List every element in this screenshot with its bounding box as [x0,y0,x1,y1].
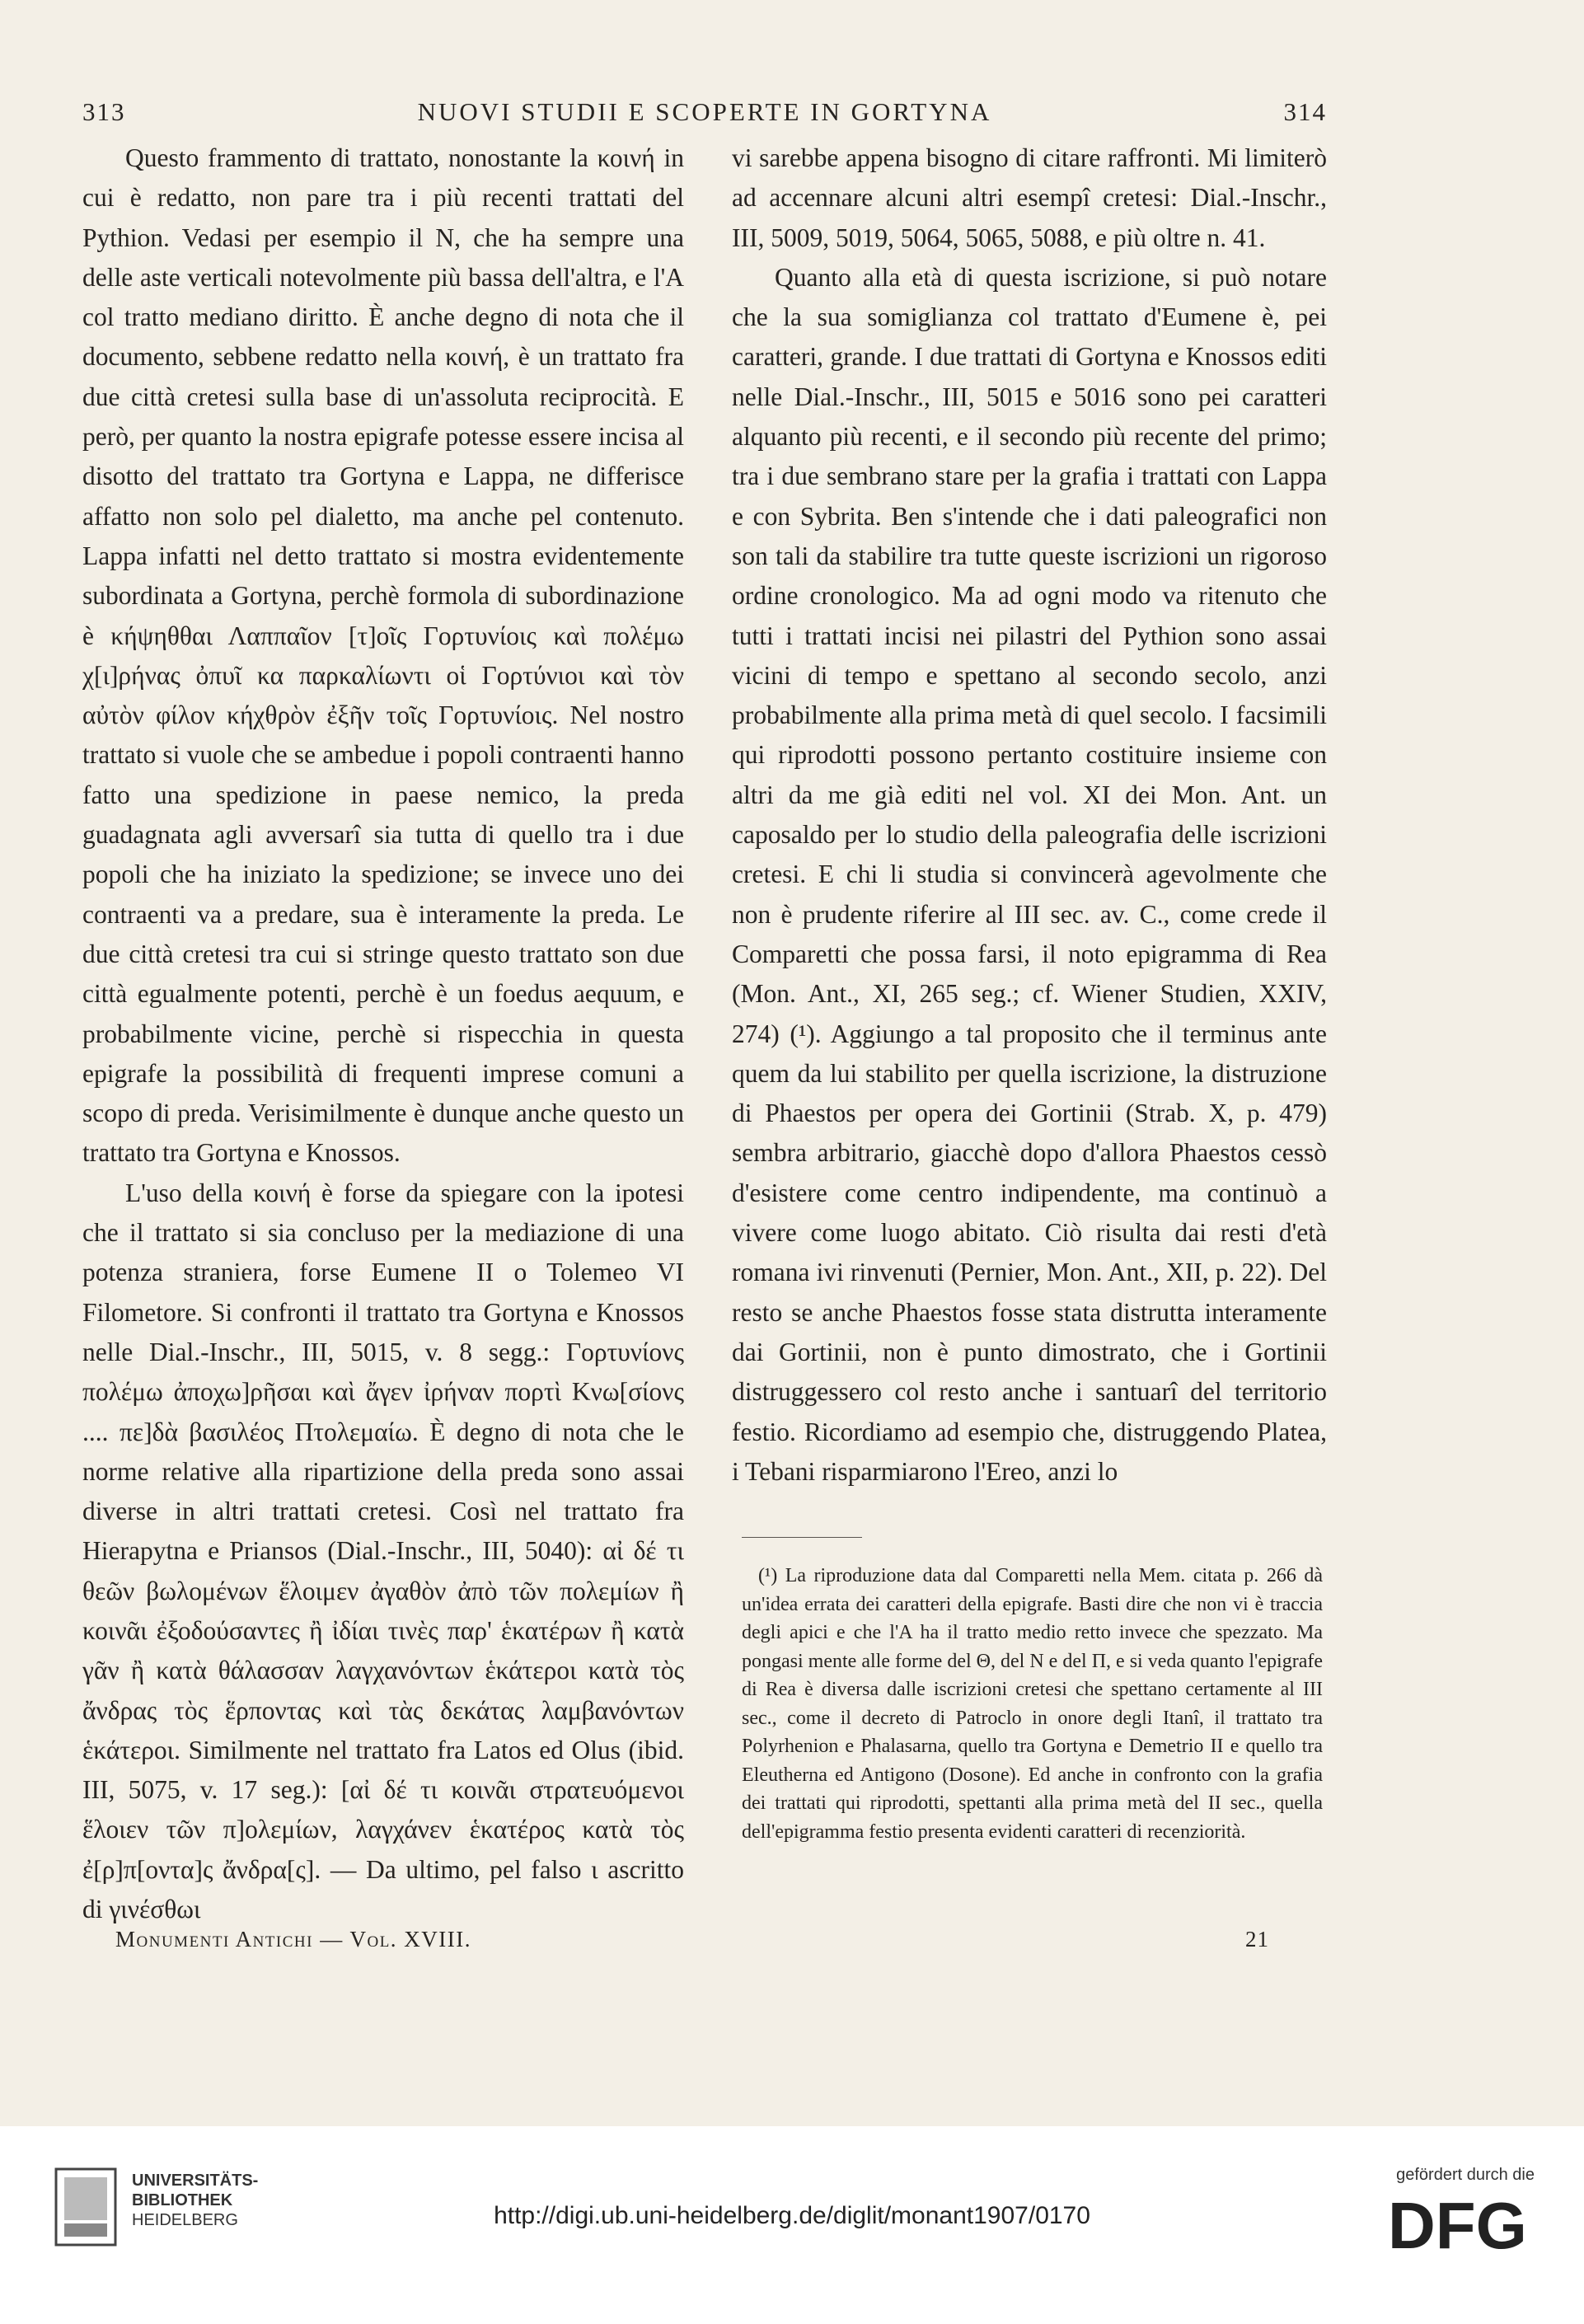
paragraph: L'uso della κοινή è forse da spiegare con la ipotesi che il trattato si sia concluso per la mediazione di una potenza straniera, forse Eumene II o Tolemeo VI Filometore. Si confronti il trattato tra Gortyna e Knossos nelle Dial.-Inschr., III, 5015, v. 8 segg.: Γορτυνίονς πολέμω ἀποχω]ρῆσαι καὶ ἄγεν ἰρήναν πορτὶ Κνω[σίονς .... πε]δὰ βασιλέος Πτολεμαίω. È degno di nota che le norme relative alla ripartizione della preda sono assai diverse in altri trattati cretesi. Così nel trattato fra Hierapytna e Priansos (Dial.-Inschr., III, 5040): αἰ δέ τι θεῶν βωλομένων ἕλοιμεν ἀγαθὸν ἀπὸ τῶν πολεμίων ἢ κοινᾶι ἐξοδούσαντες ἢ ἰδίαι τινὲς παρ' ἑκατέρων ἢ κατὰ γᾶν ἢ κατὰ θάλασσαν λαγχανόντων ἑκάτεροι κατὰ τὸς ἄνδρας τὸς ἕρποντας καὶ τὰς δεκάτας λαμβανόντων ἑκάτεροι. Similmente nel trattato fra Latos ed Olus (ibid. III, 5075, v. 17 seg.): [αἰ δέ τι κοινᾶι στρατευόμενοι ἕλοιεν τῶν π]ολεμίων, λαγχάνεν ἑκατέρος κατὰ τὸς ἐ[ρ]π[οντα]ς ἄνδρα[ς]. — Da ultimo, pel falso ι ascritto di γινέσθωι [82,1178,684,1924]
page-number-left: 313 [82,97,126,126]
page-number-right: 314 [1283,97,1327,126]
footnote-text: (¹) La riproduzione data dal Comparetti nella Mem. citata p. 266 dà un'idea errata dei caratteri della epigrafe. Basti dire che non vi è traccia degli apici e che l'A ha il tratto medio retto invece che spezzato. Ma pongasi mente alle forme del Θ, del N e del Π, e si veda quanto l'epigrafe di Rea è diversa dalle iscrizioni cretesi che spettano certamente al III sec., come il decreto di Patroclo in onore degli Itanî, il trattato tra Polyrhenion e Phalasarna, quello tra Gortyna e Demetrio II e quello tra Eleutherna ed Antigono (Dosone). Ed anche in confronto con la grafia dei trattati qui riprodotti, spettanti alla prima metà del II sec., quella dell'epigramma festio presenta evidenti caratteri di recenziorità. [742,1565,1323,1843]
funder-logo-text: DFG [1388,2190,1527,2256]
footnote [742,1562,1323,1846]
library-name-line: HEIDELBERG [132,2211,238,2229]
right-column [732,138,1327,1492]
signature-number: 21 [1245,1927,1269,1952]
paragraph: Questo frammento di trattato, nonostante la κοινή in cui è redatto, non pare tra i più recenti trattati del Pythion. Vedasi per esempio il N, che ha sempre una delle aste verticali notevolmente più bassa dell'altra, e l'A col tratto mediano diritto. È anche degno di nota che il documento, sebbene redatto nella κοινή, è un trattato fra due città cretesi sulla base di un'assoluta reciprocità. E però, per quanto la nostra epigrafe potesse essere incisa al disotto del trattato tra Gortyna e Lappa, ne differisce affatto non solo pel dialetto, ma anche pel contenuto. Lappa infatti nel detto trattato si mostra evidentemente subordinata a Gortyna, perchè formola di subordinazione è κήψηθθαι Λαππαῖον [τ]οῖς Γορτυνίοις καὶ πολέμω χ[ι]ρήνας ὀπυῖ κα παρκαλίωντι οἱ Γορτύνιοι καὶ τὸν αὐτὸν φίλον κήχθρὸν ἐξῆν τοῖς Γορτυνίοις. Nel nostro trattato si vuole che se ambedue i popoli contraenti hanno fatto una spedizione in paese nemico, la preda guadagnata agli avversarî sia tutta di quello tra i due popoli che ha iniziato la spedizione; se invece uno dei contraenti va a predare, sua è interamente la preda. Le due città cretesi tra cui si stringe questo trattato son due città egualmente potenti, perchè è un foedus aequum, e probabilmente vicine, perchè si rispecchia in questa epigrafe la possibilità di frequenti imprese comuni a scopo di preda. Verisimilmente è dunque anche questo un trattato tra Gortyna e Knossos. [82,143,684,1168]
running-header [82,97,1327,127]
dfg-logo-icon [1388,2190,1535,2256]
funder-caption: gefördert durch die [1396,2166,1535,2184]
paragraph: vi sarebbe appena bisogno di citare raffronti. Mi limiterò ad accennare alcuni altri esempî cretesi: Dial.-Inschr., III, 5009, 5019, 5064, 5065, 5088, e più oltre n. 41. [732,143,1327,252]
page-footer [82,1927,1327,1952]
running-title: NUOVI STUDII E SCOPERTE IN GORTYNA [417,97,992,126]
digitization-bar [0,2126,1584,2324]
paragraph: Quanto alla età di questa iscrizione, si può notare che la sua somiglianza col trattato d'Eumene è, pei caratteri, grande. I due trattati di Gortyna e Knossos editi nelle Dial.-Inschr., III, 5015 e 5016 sono pei caratteri alquanto più recenti, e il secondo più recente del primo; tra i due sembrano stare per la grafia i trattati con Lappa e con Sybrita. Ben s'intende che i dati paleografici non son tali da stabilire tra tutte queste iscrizioni un rigoroso ordine cronologico. Ma ad ogni modo va ritenuto che tutti i trattati incisi nei pilastri del Pythion sono assai vicini di tempo e spettano al secondo secolo, anzi probabilmente alla prima metà di quel secolo. I facsimili qui riprodotti possono pertanto costituire insieme con altri da me già editi nel vol. XI dei Mon. Ant. un caposaldo per lo studio della paleografia delle iscrizioni cretesi. E chi li studia si convincerà agevolmente che non è prudente riferire al III sec. av. C., come crede il Comparetti che possa farsi, il noto epigramma di Rea (Mon. Ant., XI, 265 seg.; cf. Wiener Studien, XXIV, 274) (¹). Aggiungo a tal proposito che il terminus ante quem da lui stabilito per quella iscrizione, la distruzione di Phaestos per opera dei Gortinii (Strab. X, p. 479) sembra arbitrario, giacchè dopo d'allora Phaestos cessò d'esistere come centro indipendente, ma continuò a vivere come luogo abitato. Ciò risulta dai resti d'età romana ivi rinvenuti (Pernier, Mon. Ant., XII, p. 22). Del resto se anche Phaestos fosse stata distrutta interamente dai Gortinii, non è punto dimostrato, che i Gortinii distruggessero col resto anche i santuarî del territorio festio. Ricordiamo ad esempio che, distruggendo Platea, i Tebani risparmiarono l'Ereo, anzi lo [732,262,1327,1486]
library-name-line: BIBLIOTHEK [132,2191,233,2209]
footnote-rule [742,1537,862,1538]
permalink-url[interactable]: http://digi.ub.uni-heidelberg.de/diglit/monant1907/0170 [494,2202,1090,2229]
journal-signature: Monumenti Antichi — Vol. XVIII. [115,1927,472,1952]
library-name-line: UNIVERSITÄTS- [132,2172,259,2190]
left-column [82,138,684,1929]
